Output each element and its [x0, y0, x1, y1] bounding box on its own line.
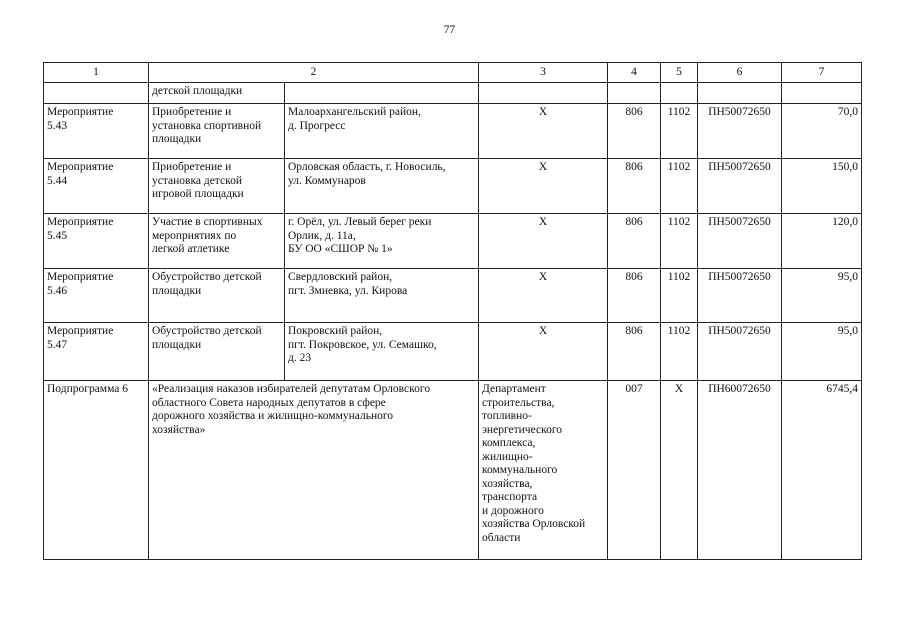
header-cell-7: 7	[782, 63, 862, 83]
col4-cell: 806	[608, 269, 661, 323]
name-cell	[149, 83, 285, 104]
col6-cell: ПН50072650	[698, 323, 782, 381]
header-cell-4: 4	[608, 63, 661, 83]
location-cell: Малоархангельский район, д. Прогресс	[285, 104, 479, 159]
col3-cell: X	[479, 104, 608, 159]
location-cell: Покровский район, пгт. Покровское, ул. Семашко, д. 23	[285, 323, 479, 381]
table-row	[44, 104, 862, 159]
col4-cell: 806	[608, 323, 661, 381]
col5-cell: 1102	[661, 323, 698, 381]
header-cell-6: 6	[698, 63, 782, 83]
col6-cell: ПН50072650	[698, 269, 782, 323]
col7-cell: 70,0	[782, 104, 862, 159]
location-cell: Свердловский район, пгт. Змиевка, ул. Кирова	[285, 269, 479, 323]
col6-cell: ПН50072650	[698, 104, 782, 159]
col7-cell: 95,0	[782, 269, 862, 323]
col7-cell: 120,0	[782, 214, 862, 269]
location-cell	[285, 83, 479, 104]
col6-cell: ПН50072650	[698, 159, 782, 214]
department-cell: Департамент строительства, топливно- энергетического комплекса, жилищно- коммунального хозяйства, транспорта и дорожного хозяйства Орловской области	[479, 381, 608, 560]
header-cell-1: 1	[44, 63, 149, 83]
col6-cell: ПН60072650	[698, 381, 782, 560]
col4-cell: 806	[608, 214, 661, 269]
name-cell: Приобретение и установка спортивной площадки	[149, 104, 285, 159]
col5-cell: X	[661, 381, 698, 560]
header-cell-5: 5	[661, 63, 698, 83]
header-cell-3: 3	[479, 63, 608, 83]
col7-cell: 150,0	[782, 159, 862, 214]
label-cell	[44, 83, 149, 104]
col3-cell: X	[479, 159, 608, 214]
subprogram-title: «Реализация наказов избирателей депутатам Орловского областного Совета народных депутатов в сфере дорожного хозяйства и жилищно-коммунального хозяйства»	[149, 381, 479, 560]
location-cell: Орловская область, г. Новосиль, ул. Коммунаров	[285, 159, 479, 214]
col5-cell: 1102	[661, 104, 698, 159]
label-cell: Мероприятие 5.46	[44, 269, 149, 323]
name-cell: Обустройство детской площадки	[149, 269, 285, 323]
name-cell: Приобретение и установка детской игровой площадки	[149, 159, 285, 214]
label-cell: Мероприятие 5.43	[44, 104, 149, 159]
col7-cell: 6745,4	[782, 381, 862, 560]
table-row	[44, 269, 862, 323]
table-row	[44, 83, 862, 104]
col3-cell: X	[479, 269, 608, 323]
header-row	[44, 63, 862, 83]
label-cell: Мероприятие 5.45	[44, 214, 149, 269]
col3-cell: X	[479, 214, 608, 269]
subprogram-label: Подпрограмма 6	[44, 381, 149, 560]
label-cell: Мероприятие 5.44	[44, 159, 149, 214]
col4-cell: 806	[608, 104, 661, 159]
header-cell-2: 2	[149, 63, 479, 83]
col3-cell: X	[479, 323, 608, 381]
table-row	[44, 214, 862, 269]
col5-cell: 1102	[661, 269, 698, 323]
table-row	[44, 159, 862, 214]
continuation-text: детской площадки	[152, 85, 243, 97]
col5-cell: 1102	[661, 159, 698, 214]
budget-table	[43, 62, 862, 560]
table-row	[44, 323, 862, 381]
col7-cell: 95,0	[782, 323, 862, 381]
col6-cell: ПН50072650	[698, 214, 782, 269]
col4-cell: 806	[608, 159, 661, 214]
label-cell: Мероприятие 5.47	[44, 323, 149, 381]
location-cell: г. Орёл, ул. Левый берег реки Орлик, д. 11а, БУ ОО «СШОР № 1»	[285, 214, 479, 269]
page-number: 77	[443, 24, 456, 36]
name-cell: Обустройство детской площадки	[149, 323, 285, 381]
subprogram-row	[44, 381, 862, 560]
col4-cell: 007	[608, 381, 661, 560]
col5-cell: 1102	[661, 214, 698, 269]
name-cell: Участие в спортивных мероприятиях по легкой атлетике	[149, 214, 285, 269]
